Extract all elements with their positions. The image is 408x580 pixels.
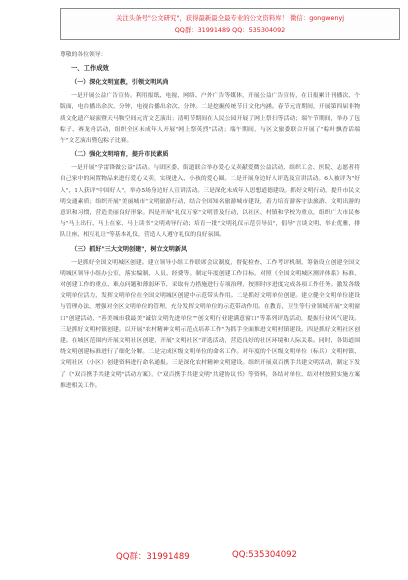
- section-3-title: （三）抓好"三大文明创建"，树立文明新风: [71, 245, 188, 253]
- page-footer: [60, 550, 360, 564]
- section-3-body: 一是抓好全国文明城区创建。建立领导小组工作联席会议制度，督促检查、工作考评机制，筹备设立创建全国文明城区领导小组办公室，落实编制、人员、经费等。制定年度创建工作目标，对照《全国文明城区测评体系》标准，对创建工作的重点、难点问题和薄弱环节，采取有力措施进行专项治理，按照时序进度完成各项工作任务。激发各级文明单位活力，发挥文明单位在全国文明城区创建中示范带头作用。二是抓好文明单位创建。建立健全文明单位建设与管理办法，增强对全区文明单位的管理，充分发挥文明单位的示范带动作用。在教育、卫生等行业领域开展"文明窗口"创建活动，"善美城市我最美"诚信文明先进单位""创文明行业建满意窗口"等系列评选活动，提振行业风气建设。三是抓好文明村镇创建。以开展"农村精神文明示范点培养工作"为抓手全面推进文明村镇建设。四是抓好文明社区创建。在城区范围内开展文明社区创建，开展"文明社区"评选活动，营造良好的社区环境和人际关系。同时，各街道围绕文明创建标准进行了细化分解。二是完成区级文明单位的命名工作。对年度的个区级文明单位（标兵）文明村镇、文明社区（小区）创建资料进行命名通报。三是深化农村精神文明建设。组织开展双百携手共建文明活动，制定下发了《"双百携手共建文明"活动方案》，《"双百携手共建文明"共建协议书》等资料，各结对单位、结对村按照实施方案推进相关工作。: [60, 259, 360, 389]
- section-2-title: （二）强化文明培育，提升市民素质: [71, 151, 169, 159]
- section-2-body: 一是开展"学雷锋做公益"活动。与团区委、街道联合举办爱心义卖献爱微公益活动，组织工会、医院、志愿者将自己家中的闲置物品来进行爱心义卖，实现进入、小孩的爱心圈。二是开展身边好人评选及宣讲活动。6人被评为"好人"，1人获评"中国好人"，举办5场身边好人宣讲活动。三是深化未成年人思想道德建设。抓好文明行动，提升市民文明交通素质；组织开展"美丽城市"文明旅游行动，结合全国知名旅游城市建设，着力培育游客守法旅游、文明出游的意识和习惯，营造美丽良好形象。四是开展"礼仪万家"文明普及行动，以社区、村镇和学校为重点，组织广大市民参与"马上出行、马上在家、马上读书"文明劝导行动；培育一批"文明礼仪示范引导员"，倡导"言谈文明、举止优雅、排队让座、相互礼让"等基本礼仪，营造人人遵守礼仪的良好氛围。: [60, 165, 360, 239]
- section-1-body: 一是开展公益广告宣传。利用报纸、电视、网络、户外广告等媒体，开展公益广告宣传，在日报累计刊播次、个版面，电台播出余次、分钟，电视台播出余次、分钟。二是挖掘传统节日文化内涵。春节元宵期间，开展第四届非物质文化遗产展演暨天马鞍空间元宵文艺演出；清明节期间在人民公园开展了网上祭扫等活动；端午节期间，举办了包粽子、赛龙舟活动，组织全区未成年人开展"网上祭英烈"活动；端午期间，与区文旅委联合开展了"粽叶飘香话端午"文艺演出暨包粽子比赛。: [60, 93, 360, 145]
- heading-work-results: 一、工作成效: [71, 65, 109, 73]
- salutation: 尊敬的各位领导：: [60, 52, 107, 58]
- section-1-title: （一）深化文明宣教，引领文明风尚: [71, 79, 169, 87]
- header-banner: [60, 8, 400, 40]
- footer-qq: QQ:535304092: [232, 550, 297, 560]
- banner-line-2: QQ群：31991489 QQ：535304092: [174, 26, 286, 34]
- footer-qq-group: QQ群：31991489: [116, 552, 190, 562]
- document-body: [60, 50, 360, 392]
- banner-line-1: 关注头条号"公文研究"，获得最新最全最专业的公文资料库！ 微信：gongwenyj: [115, 14, 345, 22]
